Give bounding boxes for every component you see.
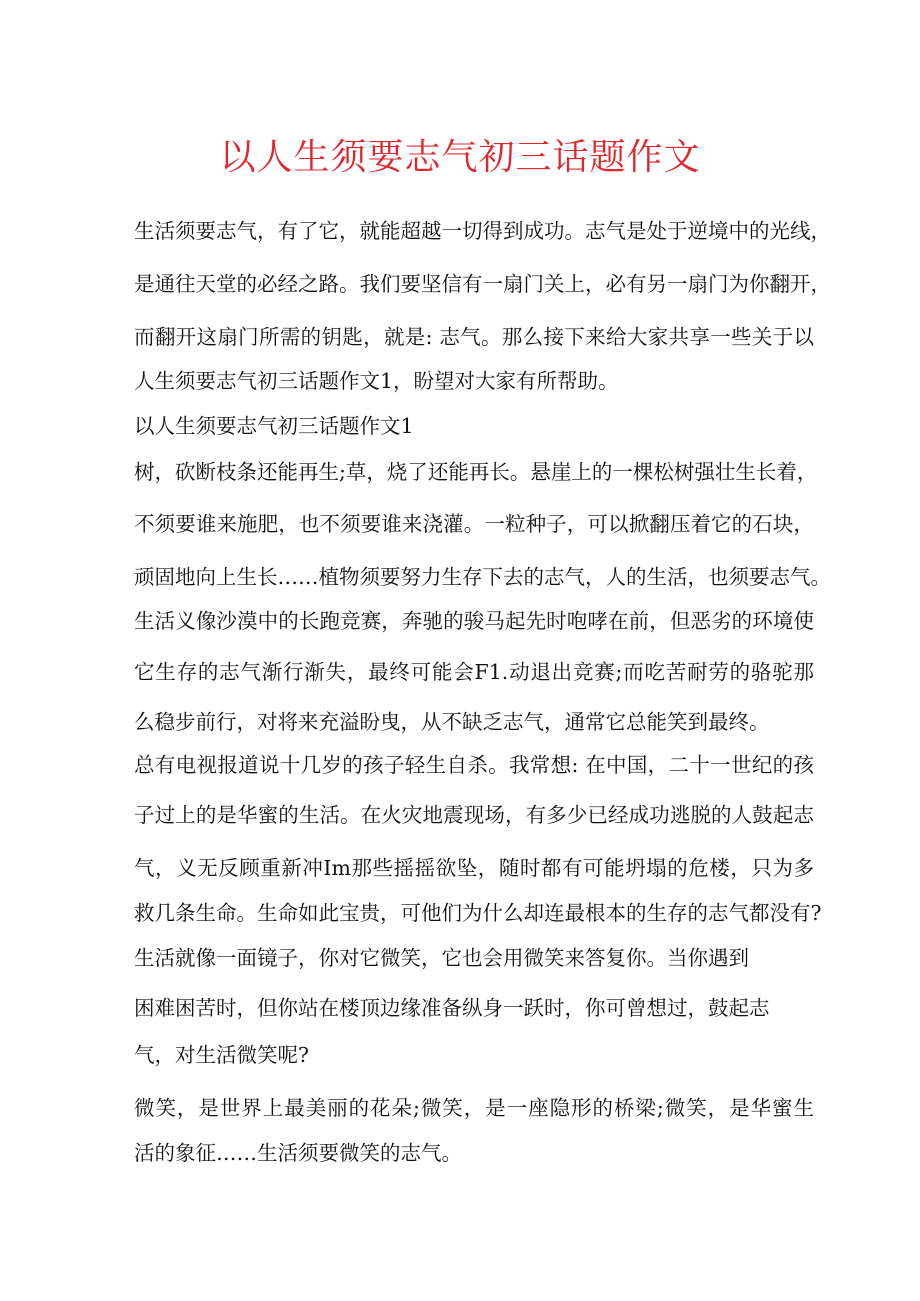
body-line-1: 生活须要志气，有了它，就能超越一切得到成功。志气是处于逆境中的光线，	[134, 219, 831, 243]
body-line-19: 微笑，是世界上最美丽的花朵;微笑，是一座隐形的桥梁;微笑，是华蜜生	[134, 1096, 814, 1120]
body-line-11: 么稳步前行，对将来充溢盼曳，从不缺乏志气，通常它总能笑到最终。	[134, 710, 770, 734]
body-line-13: 子过上的是华蜜的生活。在火灾地震现场，有多少已经成功逃脱的人鼓起志	[134, 803, 814, 827]
body-line-20: 活的象征……生活须要微笑的志气。	[134, 1141, 462, 1165]
body-line-18: 气，对生活微笑呢?	[134, 1043, 309, 1067]
body-line-2: 是通往天堂的必经之路。我们要坚信有一扇门关上，必有另一扇门为你翻开，	[134, 272, 831, 296]
body-line-3: 而翻开这扇门所需的钥匙，就是: 志气。那么接下来给大家共享一些关于以	[134, 325, 814, 349]
body-line-16: 生活就像一面镜子，你对它微笑，它也会用微笑来答复你。当你遇到	[134, 946, 749, 970]
document-title: 以人生须要志气初三话题作文	[219, 137, 701, 178]
body-line-14: 气，义无反顾重新冲Im那些摇摇欲坠，随时都有可能坍塌的危楼，只为多	[134, 856, 814, 880]
body-line-10: 它生存的志气渐行渐失，最终可能会F1.动退出竞赛;而吃苦耐劳的骆驼那	[134, 660, 814, 684]
body-line-8: 顽固地向上生长……植物须要努力生存下去的志气，人的生活，也须要志气。	[134, 565, 831, 589]
section-heading: 以人生须要志气初三话题作文1	[134, 414, 414, 438]
body-line-15: 救几条生命。生命如此宝贵，可他们为什么却连最根本的生存的志气都没有?	[134, 901, 822, 925]
body-line-17: 困难困苦时，但你站在楼顶边缘准备纵身一跃时，你可曾想过，鼓起志	[134, 996, 770, 1020]
body-line-6: 树，砍断枝条还能再生;草，烧了还能再长。悬崖上的一棵松树强壮生长着，	[134, 460, 818, 484]
body-line-9: 生活义像沙漠中的长跑竞赛，奔驰的骏马起先时咆哮在前，但恶劣的环境使	[134, 609, 814, 633]
body-line-4: 人生须要志气初三话题作文1，盼望对大家有所帮助。	[134, 369, 619, 393]
body-line-7: 不须要谁来施肥，也不须要谁来浇灌。一粒种子，可以掀翻压着它的石块，	[134, 512, 814, 536]
body-line-12: 总有电视报道说十几岁的孩子轻生自杀。我常想: 在中国，二十一世纪的孩	[134, 753, 814, 777]
